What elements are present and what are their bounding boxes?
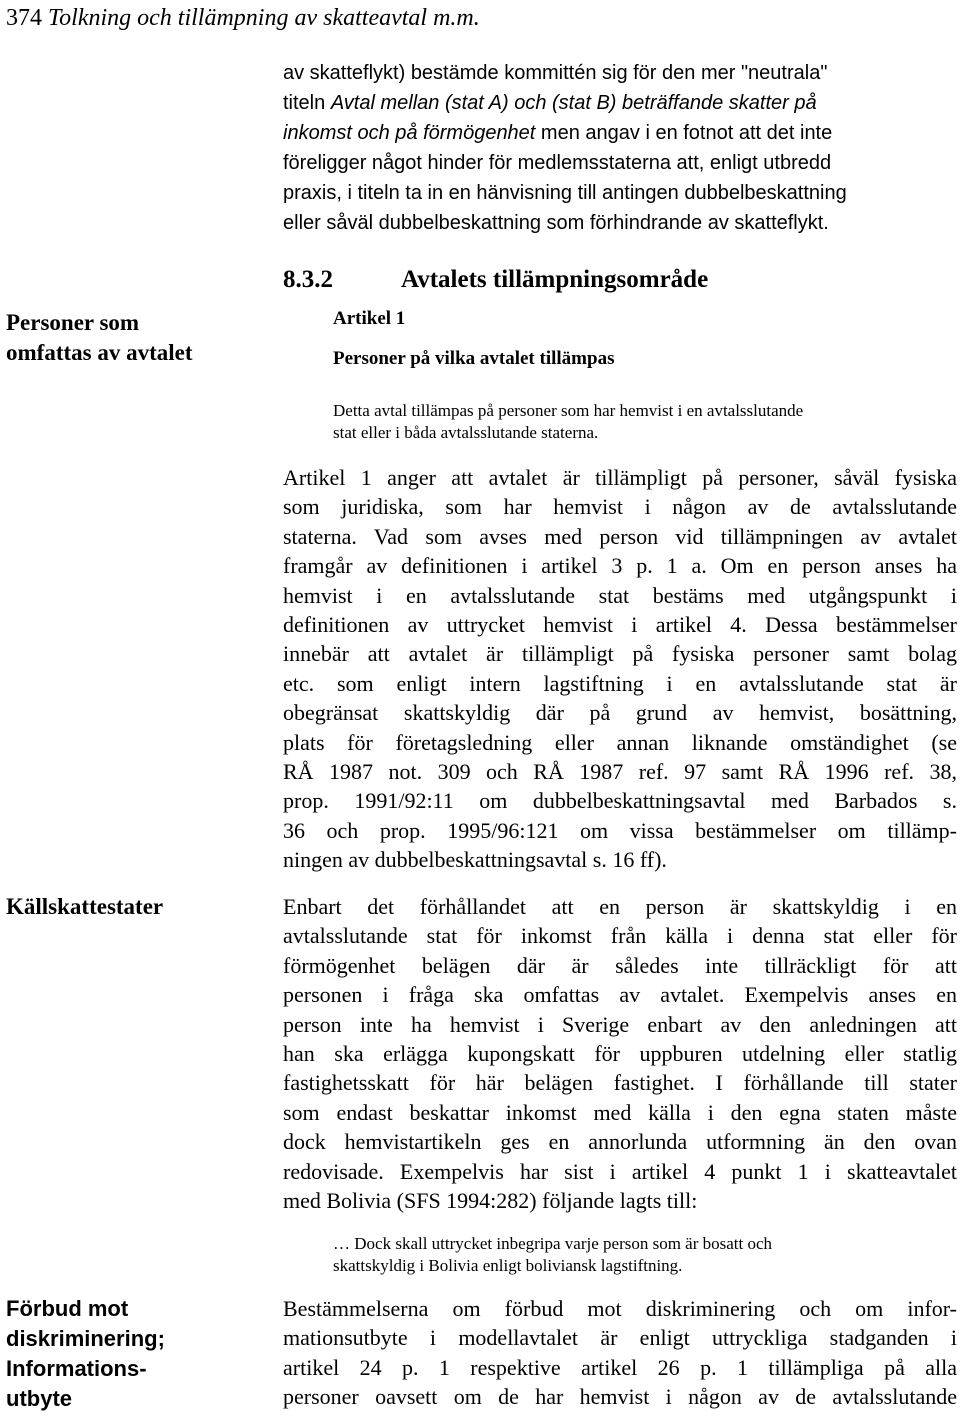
text-line: praxis, i titeln ta in en hänvisning till antingen dubbelbeskattning: [283, 182, 847, 204]
text-line: obegränsat skattskyldig där på grund av hemvist, bosättning,: [283, 700, 957, 726]
text-line: hemvist i en avtalsslutande stat bestäms med utgångspunkt i: [283, 582, 957, 608]
text-line: avtalsslutande stat för inkomst från källa i denna stat eller för: [283, 923, 957, 949]
page-number: 374: [6, 5, 42, 31]
margin-note-line: omfattas av avtalet: [6, 340, 193, 365]
text-line: han ska erlägga kupongskatt för uppburen utdelning eller statlig: [283, 1041, 957, 1067]
article-label: Artikel 1: [333, 308, 406, 329]
quote-line: skattskyldig i Bolivia enligt boliviansk lagstiftning.: [333, 1256, 683, 1275]
article-title: Personer på vilka avtalet tillämpas: [333, 348, 615, 369]
margin-note-discrimination: [6, 1294, 165, 1414]
text-line: personen i fråga ska omfattas av avtalet. Exempelvis anses en: [283, 982, 957, 1008]
text-line: 36 och prop. 1995/96:121 om vissa bestämmelser om tillämp-: [283, 817, 957, 843]
text-line: RÅ 1987 not. 309 och RÅ 1987 ref. 97 samt RÅ 1996 ref. 38,: [283, 759, 957, 785]
text-line: som endast beskattar inkomst med källa i den egna staten måste: [283, 1099, 957, 1125]
quote-line: Detta avtal tillämpas på personer som har hemvist i en avtalsslutande: [333, 401, 804, 420]
text-line: ningen av dubbelbeskattningsavtal s. 16 ff).: [283, 847, 667, 873]
text-line: mationsutbyte i modellavtalet är enligt uttryckliga stadganden i: [283, 1325, 957, 1351]
text-line: plats för företagsledning eller annan liknande omständighet (se: [283, 729, 957, 755]
section-heading: [283, 266, 708, 294]
body-paragraph-1: [283, 463, 957, 875]
section-number: 8.3.2: [283, 266, 333, 293]
text-line: etc. som enligt intern lagstiftning i en avtalsslutande stat är: [283, 670, 957, 696]
text-line: person inte ha hemvist i Sverige enbart av den anledningen att: [283, 1011, 957, 1037]
intro-paragraph: [283, 58, 955, 238]
text-line: redovisade. Exempelvis har sist i artikel 4 punkt 1 i skatteavtalet: [283, 1158, 957, 1184]
text-line: fastighetsskatt för här belägen fastighet. I förhållande till stater: [283, 1070, 957, 1096]
margin-note-line: utbyte: [6, 1386, 72, 1411]
running-title: Tolkning och tillämpning av skatteavtal m.m.: [48, 5, 480, 31]
text-line: Artikel 1 anger att avtalet är tillämpligt på personer, såväl fysiska: [283, 465, 957, 490]
margin-note-line: Förbud mot: [6, 1296, 129, 1321]
margin-note-line: Informations-: [6, 1356, 147, 1381]
body-paragraph-2: [283, 892, 957, 1215]
quote-line: … Dock skall uttrycket inbegripa varje person som är bosatt och: [333, 1234, 773, 1253]
text-line: som juridiska, som har hemvist i någon av de avtalsslutande: [283, 494, 957, 520]
margin-note-line: Källskattestater: [6, 894, 164, 919]
title-italic: Avtal mellan (stat A) och (stat B) beträffande skatter på: [330, 92, 817, 114]
margin-note-source-states: [6, 892, 163, 922]
margin-note-line: diskriminering;: [6, 1326, 165, 1351]
text-line: framgår av definitionen i artikel 3 p. 1 a. Om en person anses ha: [283, 553, 957, 579]
article-quote: [333, 400, 955, 444]
text-line: Enbart det förhållandet att en person är skattskyldig i en: [283, 894, 957, 919]
text-line: förmögenhet belägen där är således inte tillräckligt för att: [283, 952, 957, 978]
text-line: prop. 1991/92:11 om dubbelbeskattningsavtal med Barbados s.: [283, 788, 957, 814]
text-line: definitionen av uttrycket hemvist i artikel 4. Dessa bestämmelser: [283, 612, 957, 638]
title-italic-cont: inkomst och på förmögenhet: [283, 122, 536, 144]
text-line: med Bolivia (SFS 1994:282) följande lagts till:: [283, 1188, 698, 1214]
quote-line: stat eller i båda avtalsslutande staterna.: [333, 423, 599, 442]
text-line: eller såväl dubbelbeskattning som förhindrande av skatteflykt.: [283, 212, 829, 234]
text-line: artikel 24 p. 1 respektive artikel 26 p. 1 tillämpliga på alla: [283, 1354, 957, 1380]
text-line: staterna. Vad som avses med person vid tillämpningen av avtalet: [283, 523, 957, 549]
text-line: dock hemvistartikeln ges en annorlunda utformning än den ovan: [283, 1129, 957, 1155]
text-line: personer oavsett om de har hemvist i någon av de avtalsslutande: [283, 1384, 957, 1410]
body-paragraph-3: [283, 1294, 957, 1412]
text-line: Bestämmelserna om förbud mot diskriminering och om infor-: [283, 1296, 957, 1321]
running-header: [6, 4, 480, 32]
text-line: titeln Avtal mellan (stat A) och (stat B) beträffande skatter på: [283, 92, 817, 114]
bolivia-quote: [333, 1233, 955, 1277]
text-line: inkomst och på förmögenhet men angav i en fotnot att det inte: [283, 122, 833, 144]
margin-note-line: Personer som: [6, 310, 140, 335]
margin-note-persons: [6, 308, 193, 368]
text-line: föreligger något hinder för medlemsstaterna att, enligt utbredd: [283, 152, 832, 174]
section-title: Avtalets tillämpningsområde: [401, 266, 709, 293]
text-line: av skatteflykt) bestämde kommittén sig för den mer "neutrala": [283, 62, 828, 84]
text-line: innebär att avtalet är tillämpligt på fysiska personer samt bolag: [283, 641, 957, 667]
